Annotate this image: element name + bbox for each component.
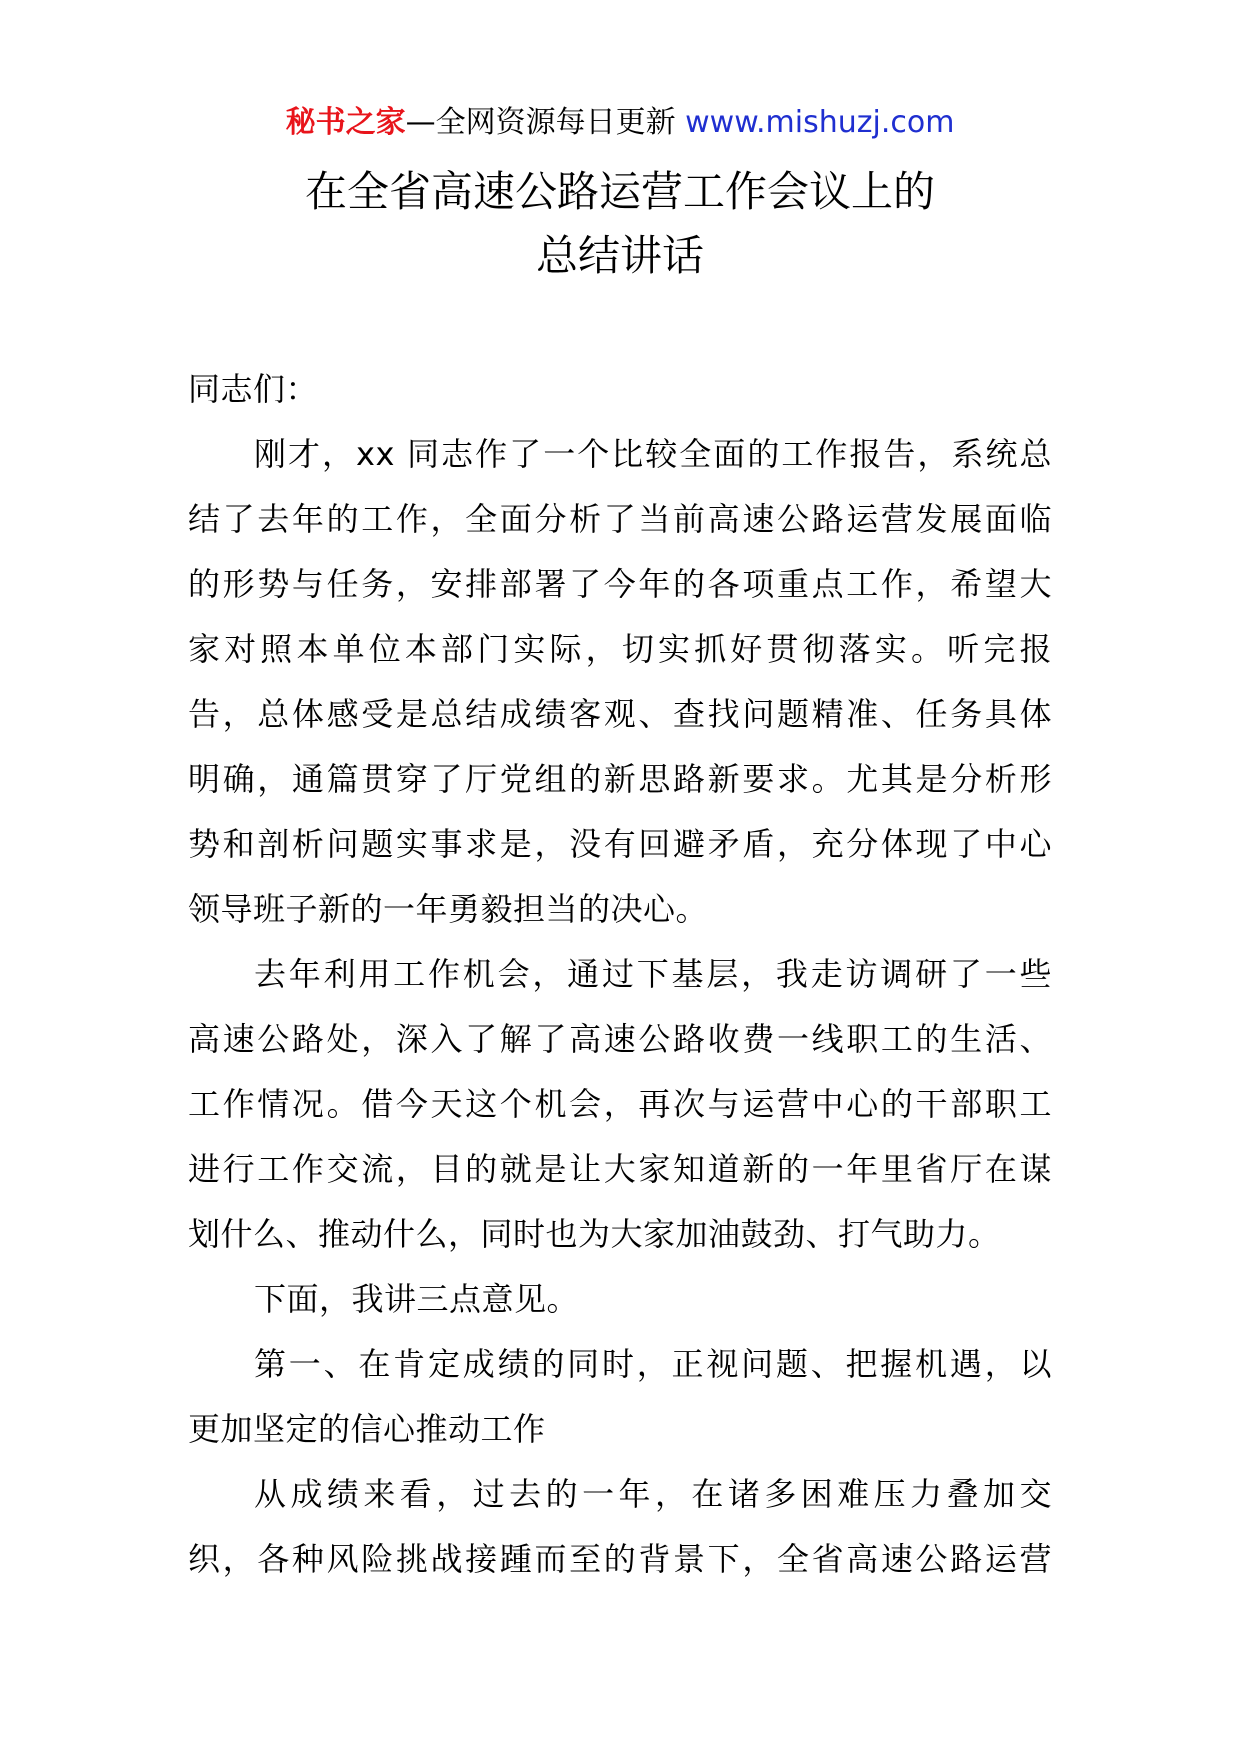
title-line-1: 在全省高速公路运营工作会议上的	[304, 167, 935, 216]
text-line: 结了去年的工作，全面分析了当前高速公路运营发展面临	[188, 500, 1052, 538]
document-title	[0, 160, 1240, 288]
text-line: 家对照本单位本部门实际，切实抓好贯彻落实。听完报	[188, 630, 1052, 668]
text-line: 高速公路处，深入了解了高速公路收费一线职工的生活、	[188, 1020, 1052, 1058]
paragraph-3	[188, 1267, 1052, 1332]
title-line-2: 总结讲话	[535, 231, 704, 280]
text-line: 的形势与任务，安排部署了今年的各项重点工作，希望大	[188, 565, 1052, 603]
site-tagline: —全网资源每日更新	[405, 105, 676, 140]
text-line: 第一、在肯定成绩的同时，正视问题、把握机遇，以	[254, 1345, 1052, 1383]
text-line: 势和剖析问题实事求是，没有回避矛盾，充分体现了中心	[188, 825, 1052, 863]
site-url: www.mishuzj.com	[685, 105, 955, 140]
text-line: 从成绩来看，过去的一年，在诸多困难压力叠加交	[254, 1475, 1052, 1513]
paragraph-1	[188, 422, 1052, 942]
text-line: 明确，通篇贯穿了厅党组的新思路新要求。尤其是分析形	[188, 760, 1052, 798]
site-banner	[0, 100, 1240, 146]
text-line: 织，各种风险挑战接踵而至的背景下，全省高速公路运营	[188, 1540, 1052, 1578]
text-line: 刚才，xx 同志作了一个比较全面的工作报告，系统总	[254, 435, 1052, 473]
document-body	[188, 357, 1052, 1592]
paragraph-2	[188, 942, 1052, 1267]
text-line: 领导班子新的一年勇毅担当的决心。	[188, 890, 709, 928]
text-line: 下面，我讲三点意见。	[254, 1280, 580, 1318]
text-line: 工作情况。借今天这个机会，再次与运营中心的干部职工	[188, 1085, 1052, 1123]
text-line: 去年利用工作机会，通过下基层，我走访调研了一些	[254, 955, 1052, 993]
section-heading-1	[188, 1332, 1052, 1462]
text-line: 进行工作交流，目的就是让大家知道新的一年里省厅在谋	[188, 1150, 1052, 1188]
text-line: 更加坚定的信心推动工作	[188, 1410, 546, 1448]
site-brand: 秘书之家	[285, 105, 406, 140]
paragraph-5	[188, 1462, 1052, 1592]
salutation: 同志们：	[188, 370, 319, 408]
text-line: 划什么、推动什么，同时也为大家加油鼓劲、打气助力。	[188, 1215, 1001, 1253]
text-line: 告，总体感受是总结成绩客观、查找问题精准、任务具体	[188, 695, 1052, 733]
